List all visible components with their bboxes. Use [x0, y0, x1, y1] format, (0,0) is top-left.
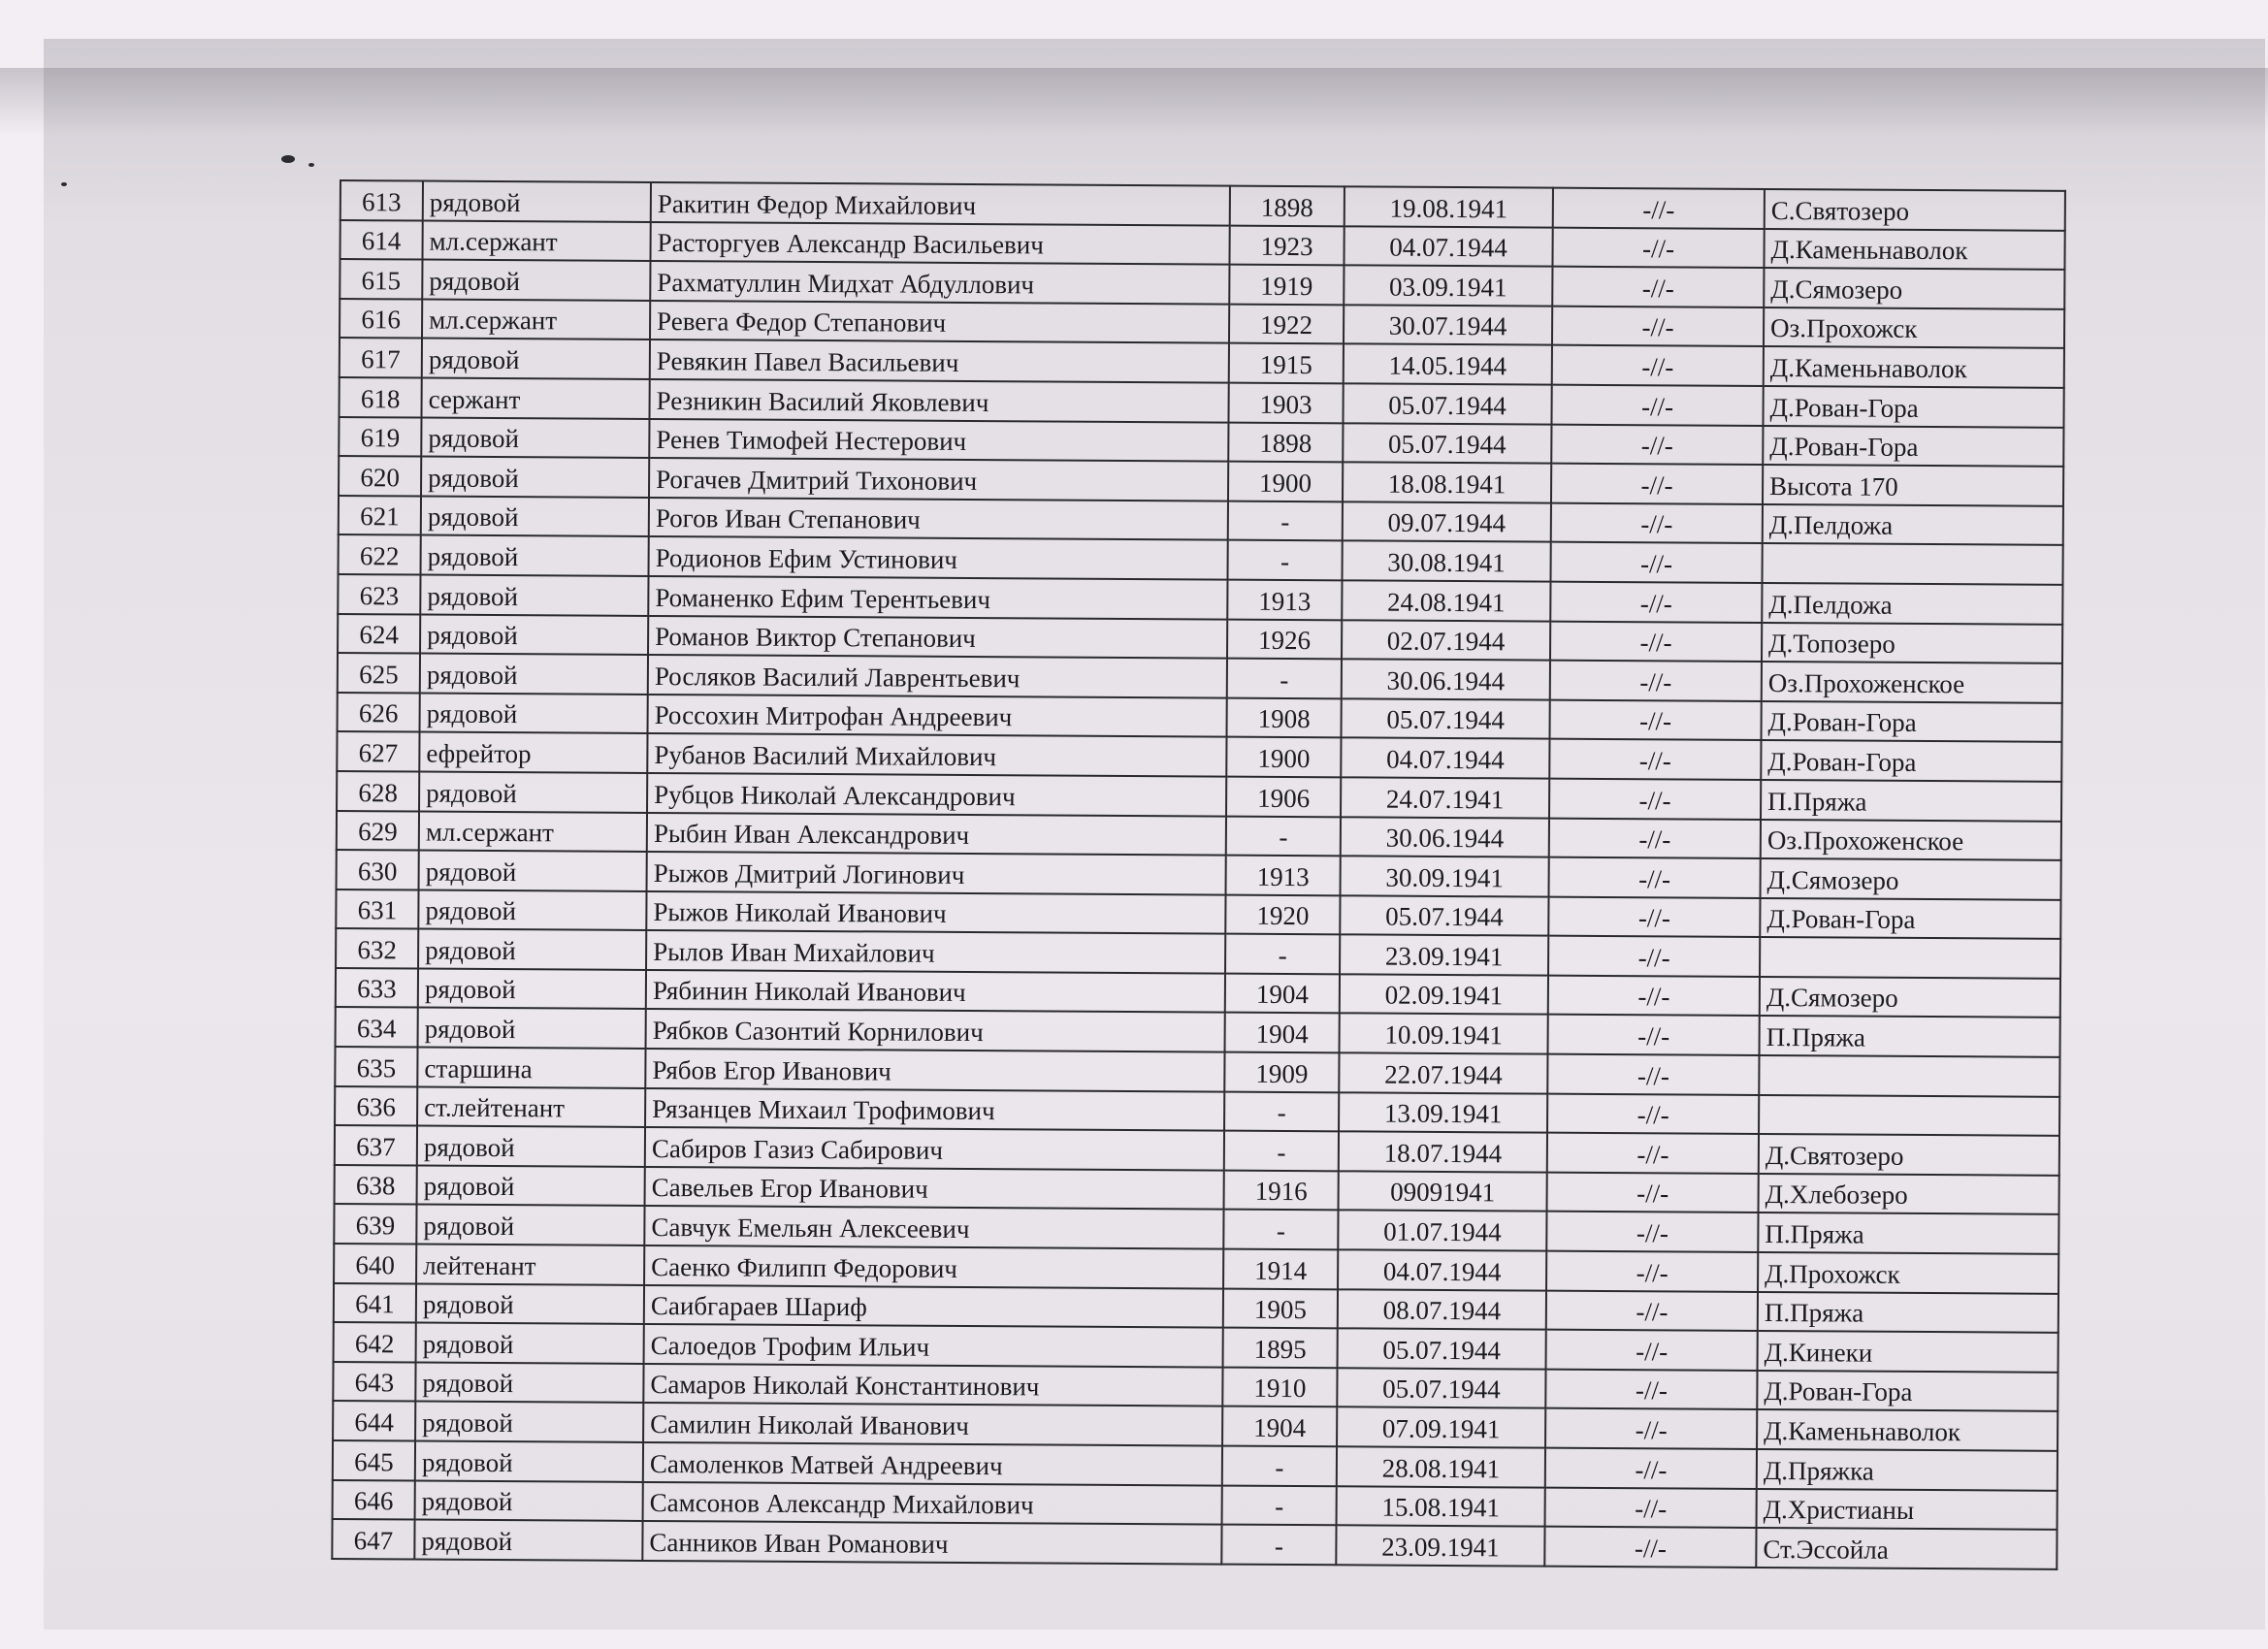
cell-num: 615 [340, 259, 422, 299]
cell-mark: -//- [1552, 227, 1764, 268]
cell-year: - [1226, 816, 1341, 856]
cell-mark: -//- [1545, 1487, 1757, 1528]
cell-rank: рядовой [415, 1362, 643, 1403]
cell-mark: -//- [1552, 345, 1764, 386]
cell-num: 641 [334, 1283, 416, 1323]
cell-year: - [1223, 1210, 1338, 1249]
cell-rank: рядовой [422, 260, 650, 301]
cell-year: 1919 [1229, 265, 1344, 305]
cell-num: 625 [338, 653, 420, 693]
cell-year: 1914 [1223, 1249, 1338, 1289]
cell-year: 1920 [1225, 894, 1340, 934]
cell-num: 620 [339, 456, 421, 496]
cell-year: 1916 [1224, 1170, 1339, 1210]
cell-date: 07.09.1941 [1337, 1407, 1545, 1448]
cell-date: 18.08.1941 [1343, 462, 1551, 502]
cell-mark: -//- [1549, 779, 1761, 820]
cell-rank: рядовой [420, 614, 648, 655]
cell-num: 629 [337, 810, 419, 850]
cell-place: Д.Пелдожа [1762, 583, 2062, 624]
cell-place: П.Пряжа [1758, 1212, 2058, 1253]
cell-name: Рубцов Николай Александрович [647, 773, 1226, 816]
cell-num: 614 [340, 220, 422, 260]
cell-year: 1915 [1229, 343, 1344, 383]
cell-num: 640 [334, 1244, 416, 1283]
cell-place: Д.Пелдожа [1763, 504, 2063, 545]
cell-rank: рядовой [419, 771, 647, 812]
cell-place: Д.Святозеро [1759, 1134, 2059, 1175]
cell-name: Рогов Иван Степанович [649, 498, 1228, 540]
cell-num: 616 [340, 299, 422, 339]
cell-date: 09091941 [1339, 1171, 1547, 1212]
cell-name: Рылов Иван Михайлович [646, 930, 1225, 973]
cell-mark: -//- [1548, 896, 1760, 937]
cell-mark: -//- [1549, 739, 1761, 780]
cell-date: 02.07.1944 [1342, 620, 1550, 661]
cell-year: 1904 [1225, 973, 1340, 1013]
casualty-records-table [331, 179, 2066, 1570]
cell-place: Д.Рован-Гора [1763, 426, 2063, 467]
cell-num: 632 [336, 928, 418, 968]
cell-mark: -//- [1546, 1251, 1758, 1292]
cell-rank: рядовой [421, 417, 649, 458]
cell-rank: рядовой [421, 457, 649, 498]
cell-place [1762, 543, 2062, 584]
cell-year: 1922 [1229, 304, 1344, 343]
cell-mark: -//- [1545, 1408, 1757, 1449]
cell-year: 1909 [1224, 1052, 1339, 1092]
cell-mark: -//- [1553, 188, 1765, 229]
cell-rank: рядовой [415, 1441, 643, 1482]
cell-name: Ревега Федор Степанович [650, 301, 1229, 343]
cell-mark: -//- [1547, 1093, 1759, 1134]
cell-year: - [1225, 934, 1340, 974]
cell-num: 639 [334, 1204, 416, 1244]
cell-num: 631 [336, 889, 418, 929]
cell-date: 30.06.1944 [1342, 659, 1550, 699]
cell-name: Сабиров Газиз Сабирович [645, 1127, 1224, 1170]
cell-place: Д.Рован-Гора [1763, 386, 2063, 427]
cell-date: 03.09.1941 [1344, 266, 1552, 307]
cell-year: - [1222, 1485, 1337, 1525]
cell-name: Романов Виктор Степанович [648, 615, 1227, 658]
cell-place: Д.Каменьнаволок [1764, 229, 2064, 270]
cell-place: Д.Кинеки [1758, 1331, 2058, 1372]
cell-place: Д.Сямозеро [1764, 268, 2064, 308]
cell-mark: -//- [1546, 1290, 1758, 1331]
speck [281, 155, 295, 163]
cell-rank: рядовой [420, 574, 648, 615]
cell-place: Д.Христианы [1757, 1489, 2057, 1530]
cell-date: 14.05.1944 [1344, 344, 1552, 385]
cell-date: 18.07.1944 [1339, 1132, 1547, 1173]
cell-num: 636 [335, 1086, 417, 1126]
cell-place: П.Пряжа [1758, 1292, 2058, 1333]
cell-date: 30.06.1944 [1341, 817, 1549, 857]
cell-mark: -//- [1547, 1133, 1759, 1174]
cell-name: Санников Иван Романович [642, 1521, 1221, 1564]
scan-shadow [0, 68, 2268, 136]
cell-rank: лейтенант [416, 1245, 644, 1285]
cell-name: Расторгуев Александр Васильевич [650, 222, 1229, 265]
cell-date: 30.07.1944 [1344, 305, 1552, 345]
cell-rank: старшина [417, 1048, 645, 1088]
cell-mark: -//- [1551, 385, 1763, 426]
cell-name: Романенко Ефим Терентьевич [648, 576, 1227, 619]
cell-mark: -//- [1548, 936, 1760, 977]
cell-mark: -//- [1544, 1527, 1756, 1568]
cell-rank: мл.сержант [422, 220, 650, 261]
cell-num: 619 [339, 417, 421, 457]
cell-num: 644 [333, 1401, 415, 1440]
cell-date: 28.08.1941 [1337, 1446, 1545, 1487]
cell-year: - [1224, 1091, 1339, 1131]
cell-year: 1903 [1228, 383, 1343, 423]
cell-place [1760, 937, 2060, 978]
cell-date: 05.07.1944 [1337, 1368, 1545, 1408]
cell-place: С.Святозеро [1765, 189, 2065, 230]
cell-mark: -//- [1549, 857, 1761, 898]
cell-year: 1904 [1225, 1013, 1340, 1052]
cell-mark: -//- [1550, 661, 1762, 701]
cell-rank: мл.сержант [419, 811, 647, 852]
cell-name: Рязанцев Михаил Трофимович [645, 1088, 1224, 1131]
cell-date: 19.08.1941 [1345, 186, 1553, 227]
cell-mark: -//- [1551, 464, 1763, 504]
cell-date: 05.07.1944 [1340, 895, 1548, 936]
cell-name: Рыжов Дмитрий Логинович [647, 852, 1226, 894]
cell-name: Ренев Тимофей Нестерович [649, 419, 1228, 462]
cell-name: Самилин Николай Иванович [643, 1403, 1222, 1445]
cell-date: 09.07.1944 [1343, 501, 1551, 542]
records-table-body [332, 180, 2065, 1569]
cell-rank: рядовой [418, 889, 646, 930]
cell-name: Самсонов Александр Михайлович [643, 1482, 1222, 1525]
cell-year: 1913 [1227, 580, 1342, 620]
cell-place [1759, 1055, 2059, 1096]
cell-place: Д.Сямозеро [1760, 977, 2060, 1018]
cell-place: Оз.Прохоженское [1762, 662, 2062, 702]
cell-date: 15.08.1941 [1337, 1486, 1545, 1527]
cell-num: 626 [338, 693, 420, 732]
cell-mark: -//- [1550, 621, 1762, 662]
cell-place: Д.Рован-Гора [1757, 1371, 2057, 1411]
cell-rank: рядовой [416, 1323, 644, 1364]
cell-num: 617 [340, 338, 422, 377]
cell-mark: -//- [1548, 1015, 1760, 1055]
cell-rank: рядовой [418, 968, 646, 1009]
cell-date: 22.07.1944 [1339, 1052, 1547, 1093]
cell-num: 643 [333, 1362, 415, 1402]
cell-name: Рахматуллин Мидхат Абдуллович [650, 261, 1229, 304]
cell-name: Ревякин Павел Васильевич [650, 340, 1229, 382]
cell-place: Д.Рован-Гора [1760, 898, 2060, 939]
cell-num: 633 [336, 968, 418, 1008]
cell-num: 630 [337, 850, 419, 889]
cell-name: Савельев Егор Иванович [645, 1167, 1224, 1210]
cell-date: 04.07.1944 [1338, 1249, 1546, 1290]
cell-rank: рядовой [420, 693, 648, 733]
cell-date: 05.07.1944 [1338, 1329, 1546, 1370]
cell-year: 1898 [1228, 422, 1343, 462]
cell-mark: -//- [1546, 1330, 1758, 1371]
cell-rank: рядовой [418, 1008, 646, 1049]
cell-num: 613 [340, 180, 423, 220]
cell-name: Росляков Василий Лаврентьевич [648, 655, 1227, 697]
cell-year: - [1228, 501, 1343, 540]
cell-mark: -//- [1550, 582, 1762, 623]
cell-place: Оз.Прохожск [1764, 307, 2064, 348]
cell-year: 1913 [1226, 856, 1341, 895]
cell-num: 624 [338, 614, 420, 654]
cell-num: 635 [335, 1047, 417, 1086]
cell-name: Ракитин Федор Михайлович [651, 182, 1230, 225]
cell-name: Резникин Василий Яковлевич [650, 379, 1229, 422]
cell-place: Высота 170 [1763, 465, 2063, 505]
cell-rank: сержант [422, 377, 650, 418]
cell-date: 13.09.1941 [1339, 1092, 1547, 1133]
cell-name: Родионов Ефим Устинович [649, 536, 1228, 579]
cell-rank: рядовой [418, 929, 646, 970]
cell-num: 642 [334, 1322, 416, 1362]
cell-num: 645 [333, 1440, 415, 1480]
cell-mark: -//- [1545, 1448, 1757, 1489]
cell-num: 621 [339, 496, 421, 535]
cell-date: 30.09.1941 [1341, 856, 1549, 896]
cell-date: 05.07.1944 [1343, 423, 1551, 464]
cell-date: 05.07.1944 [1343, 383, 1551, 424]
cell-date: 23.09.1941 [1340, 935, 1548, 976]
cell-year: 1906 [1226, 777, 1341, 817]
cell-rank: рядовой [419, 851, 647, 891]
cell-num: 634 [336, 1007, 418, 1047]
cell-rank: рядовой [421, 535, 649, 576]
cell-name: Россохин Митрофан Андреевич [648, 695, 1227, 737]
cell-rank: рядовой [423, 181, 651, 222]
cell-name: Рябков Сазонтий Корнилович [646, 1009, 1225, 1051]
cell-num: 627 [337, 731, 419, 771]
cell-mark: -//- [1545, 1369, 1757, 1409]
cell-year: 1895 [1223, 1328, 1338, 1368]
cell-num: 638 [335, 1165, 417, 1205]
cell-rank: рядовой [415, 1402, 643, 1442]
cell-date: 24.07.1941 [1341, 777, 1549, 818]
cell-name: Рыбин Иван Александрович [647, 812, 1226, 855]
cell-name: Рябов Егор Иванович [645, 1049, 1224, 1091]
cell-name: Самаров Николай Константинович [643, 1364, 1222, 1406]
cell-place: Оз.Прохоженское [1761, 819, 2061, 859]
cell-rank: рядовой [417, 1126, 645, 1167]
cell-place: Д.Каменьнаволок [1764, 346, 2064, 387]
cell-num: 647 [332, 1519, 414, 1559]
cell-date: 05.07.1944 [1342, 698, 1550, 739]
cell-mark: -//- [1552, 267, 1764, 307]
cell-date: 04.07.1944 [1344, 226, 1552, 267]
cell-place: П.Пряжа [1761, 780, 2061, 821]
cell-num: 623 [338, 574, 420, 614]
cell-num: 628 [337, 771, 419, 811]
cell-year: 1904 [1222, 1406, 1337, 1446]
cell-year: - [1222, 1446, 1337, 1486]
cell-rank: рядовой [420, 654, 648, 695]
cell-place: Ст.Эссойла [1756, 1528, 2057, 1568]
cell-rank: рядовой [416, 1205, 644, 1245]
cell-place: Д.Хлебозеро [1759, 1174, 2059, 1214]
cell-rank: рядовой [414, 1520, 642, 1561]
cell-mark: -//- [1549, 818, 1761, 858]
cell-name: Саенко Филипп Федорович [644, 1245, 1223, 1288]
cell-name: Савчук Емельян Алексеевич [644, 1206, 1223, 1248]
document-table-wrapper [331, 179, 2066, 1570]
cell-mark: -//- [1546, 1212, 1758, 1252]
cell-mark: -//- [1547, 1172, 1759, 1212]
cell-num: 622 [339, 534, 421, 574]
cell-place: П.Пряжа [1760, 1016, 2060, 1056]
cell-mark: -//- [1550, 542, 1762, 583]
cell-rank: мл.сержант [422, 299, 650, 340]
cell-year: 1923 [1229, 225, 1344, 265]
cell-rank: рядовой [422, 339, 650, 379]
cell-date: 01.07.1944 [1338, 1211, 1546, 1251]
cell-year: 1908 [1227, 697, 1342, 737]
cell-place: Д.Пряжка [1757, 1449, 2057, 1490]
cell-name: Рябинин Николай Иванович [646, 970, 1225, 1013]
cell-rank: рядовой [415, 1480, 643, 1521]
cell-mark: -//- [1551, 424, 1763, 465]
cell-date: 02.09.1941 [1340, 974, 1548, 1015]
speck [308, 163, 314, 167]
cell-year: 1900 [1228, 462, 1343, 501]
cell-rank: ефрейтор [419, 732, 647, 773]
cell-rank: рядовой [416, 1283, 644, 1324]
cell-name: Самоленков Матвей Андреевич [643, 1442, 1222, 1485]
cell-year: - [1224, 1131, 1339, 1171]
cell-date: 10.09.1941 [1340, 1014, 1548, 1054]
cell-rank: рядовой [421, 496, 649, 536]
cell-name: Салоедов Трофим Ильич [644, 1324, 1223, 1367]
cell-year: 1898 [1230, 186, 1345, 226]
cell-name: Саибгараев Шариф [644, 1285, 1223, 1328]
cell-place: Д.Прохожск [1758, 1252, 2058, 1293]
cell-year: - [1221, 1525, 1336, 1565]
cell-num: 646 [333, 1480, 415, 1520]
cell-place [1759, 1095, 2059, 1136]
cell-name: Рогачев Дмитрий Тихонович [649, 458, 1228, 501]
cell-mark: -//- [1549, 699, 1761, 740]
cell-date: 30.08.1941 [1342, 541, 1550, 582]
cell-place: Д.Рован-Гора [1761, 701, 2061, 742]
cell-date: 23.09.1941 [1336, 1525, 1544, 1566]
cell-place: Д.Топозеро [1762, 622, 2062, 663]
cell-date: 08.07.1944 [1338, 1289, 1546, 1330]
cell-year: - [1227, 540, 1342, 580]
cell-place: Д.Каменьнаволок [1757, 1409, 2057, 1450]
cell-year: - [1227, 659, 1342, 698]
cell-place: Д.Сямозеро [1761, 858, 2061, 899]
cell-date: 24.08.1941 [1342, 580, 1550, 621]
speck [61, 182, 67, 186]
cell-year: 1910 [1222, 1367, 1337, 1406]
cell-year: 1905 [1223, 1288, 1338, 1328]
cell-mark: -//- [1552, 306, 1764, 346]
cell-rank: рядовой [417, 1165, 645, 1206]
cell-num: 637 [335, 1125, 417, 1165]
cell-year: 1900 [1226, 737, 1341, 777]
cell-num: 618 [340, 377, 422, 417]
cell-date: 04.07.1944 [1341, 738, 1549, 779]
cell-rank: ст.лейтенант [417, 1086, 645, 1127]
cell-name: Рыжов Николай Иванович [646, 891, 1225, 934]
cell-mark: -//- [1548, 976, 1760, 1017]
cell-mark: -//- [1551, 502, 1763, 543]
cell-mark: -//- [1547, 1054, 1759, 1095]
cell-year: 1926 [1227, 619, 1342, 659]
cell-place: Д.Рован-Гора [1761, 740, 2061, 781]
cell-name: Рубанов Василий Михайлович [647, 733, 1226, 776]
